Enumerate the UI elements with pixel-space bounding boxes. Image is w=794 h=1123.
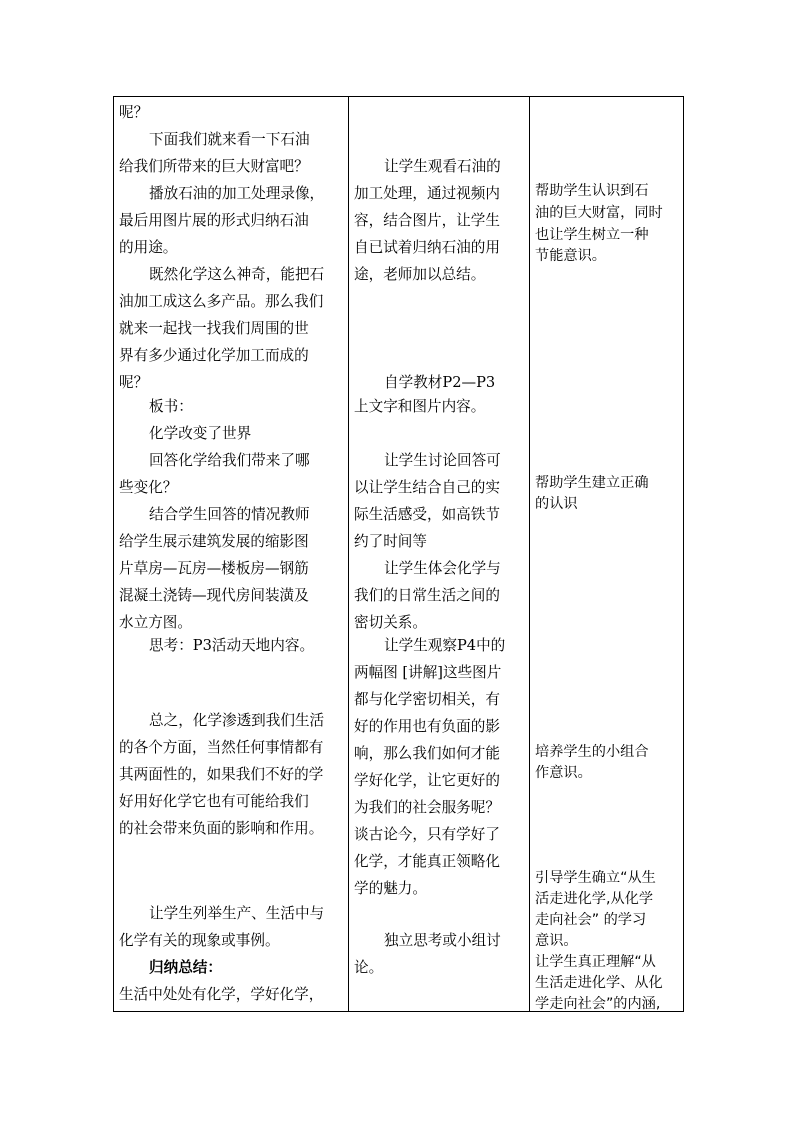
text-line: 学的魅力。	[354, 880, 427, 897]
text-line: 水立方图。	[119, 614, 192, 631]
text-line: 上文字和图片内容。	[354, 398, 486, 415]
text-line: 走向社会” 的学习	[535, 912, 647, 928]
text-line: 节能意识。	[535, 248, 606, 264]
text-line: 化学，才能真正领略化	[354, 853, 500, 870]
text-line: 让学生讨论回答可	[384, 452, 501, 469]
text-line: 板书：	[149, 398, 193, 415]
text-line: 引导学生确立“从生	[535, 870, 656, 886]
text-line: 约了时间等	[354, 533, 427, 550]
text-line: 学走向社会”的内涵,	[535, 996, 661, 1012]
text-line: 都与化学密切相关，有	[354, 691, 500, 708]
text-line: 作意识。	[535, 765, 592, 781]
text-line: 就来一起找一找我们周围的世	[119, 320, 309, 337]
text-line: 生活走进化学、从化	[535, 975, 663, 991]
text-line: 响，那么我们如何才能	[354, 745, 500, 762]
text-line: 总之，化学渗透到我们生活	[149, 712, 325, 729]
student-activity-cell	[349, 97, 530, 1012]
text-line: 独立思考或小组讨	[384, 932, 501, 949]
text-line: 培养学生的小组合	[535, 744, 649, 760]
text-line: 际生活感受，如高铁节	[354, 506, 500, 523]
text-line: 化学改变了世界	[149, 425, 252, 442]
text-line: 让学生观看石油的	[384, 158, 501, 175]
text-line: 思考：P3活动天地内容。	[149, 637, 315, 654]
text-line: 呢？	[119, 104, 149, 121]
text-line: 让学生体会化学与	[384, 560, 501, 577]
text-line: 给学生展示建筑发展的缩影图	[119, 533, 309, 550]
text-line: 容，结合图片，让学生	[354, 212, 500, 229]
text-line: 活走进化学,从化学	[535, 891, 654, 907]
text-line: 界有多少通过化学加工而成的	[119, 347, 309, 364]
text-line: 好用好化学它也有可能给我们	[119, 793, 309, 810]
table-row	[114, 97, 684, 1012]
text-line: 论。	[354, 959, 384, 976]
text-line: 生活中处处有化学，学好化学，	[119, 986, 324, 1003]
text-line: 谈古论今，只有学好了	[354, 826, 500, 843]
text-line: 帮助学生建立正确	[535, 475, 649, 491]
text-line: 回答化学给我们带来了哪	[149, 452, 310, 469]
text-line: 其两面性的，如果我们不好的学	[119, 766, 324, 783]
text-line: 下面我们就来看一下石油	[149, 131, 310, 148]
text-line: 我们的日常生活之间的	[354, 587, 500, 604]
text-line: 意识。	[535, 933, 578, 949]
text-line: 的用途。	[119, 239, 178, 256]
text-line: 些变化？	[119, 479, 178, 496]
text-line: 给我们所带来的巨大财富吧？	[119, 158, 309, 175]
teacher-activity-cell	[114, 97, 349, 1012]
text-line: 的社会带来负面的影响和作用。	[119, 820, 324, 837]
text-line: 混凝土浇铸—现代房间装潢及	[119, 587, 309, 604]
lesson-plan-table	[113, 96, 684, 1012]
text-line: 的各个方面，当然任何事情都有	[119, 739, 324, 756]
text-line: 既然化学这么神奇，能把石	[149, 266, 325, 283]
text-line: 播放石油的加工处理录像，	[149, 185, 325, 202]
text-line: 以让学生结合自己的实	[354, 479, 500, 496]
text-line: 油的巨大财富，同时	[535, 205, 663, 221]
design-intent-cell	[530, 97, 684, 1012]
text-line: 片草房—瓦房—楼板房—钢筋	[119, 560, 309, 577]
text-line: 学好化学，让它更好的	[354, 772, 500, 789]
text-line: 途，老师加以总结。	[354, 266, 486, 283]
text-line: 的认识	[535, 496, 578, 512]
text-line: 让学生真正理解“从	[535, 954, 656, 970]
text-line: 让学生列举生产、生活中与	[149, 905, 325, 922]
text-line: 结合学生回答的情况教师	[149, 506, 310, 523]
text-line: 油加工成这么多产品。那么我们	[119, 293, 324, 310]
text-line: 让学生观察P4中的	[384, 637, 506, 654]
text-line: 呢？	[119, 374, 149, 391]
text-line: 好的作用也有负面的影	[354, 718, 500, 735]
text-line: 自学教材P2—P3	[384, 374, 496, 391]
text-line: 自已试着归纳石油的用	[354, 239, 500, 256]
text-line: 两幅图 [讲解]这些图片	[354, 664, 502, 681]
summary-heading: 归纳总结：	[149, 959, 222, 976]
text-line: 密切关系。	[354, 614, 427, 631]
text-line: 化学有关的现象或事例。	[119, 932, 280, 949]
text-line: 也让学生树立一种	[535, 227, 649, 243]
text-line: 加工处理，通过视频内	[354, 185, 500, 202]
text-line: 帮助学生认识到石	[535, 183, 649, 199]
text-line: 最后用图片展的形式归纳石油	[119, 212, 309, 229]
text-line: 为我们的社会服务呢？	[354, 799, 500, 816]
